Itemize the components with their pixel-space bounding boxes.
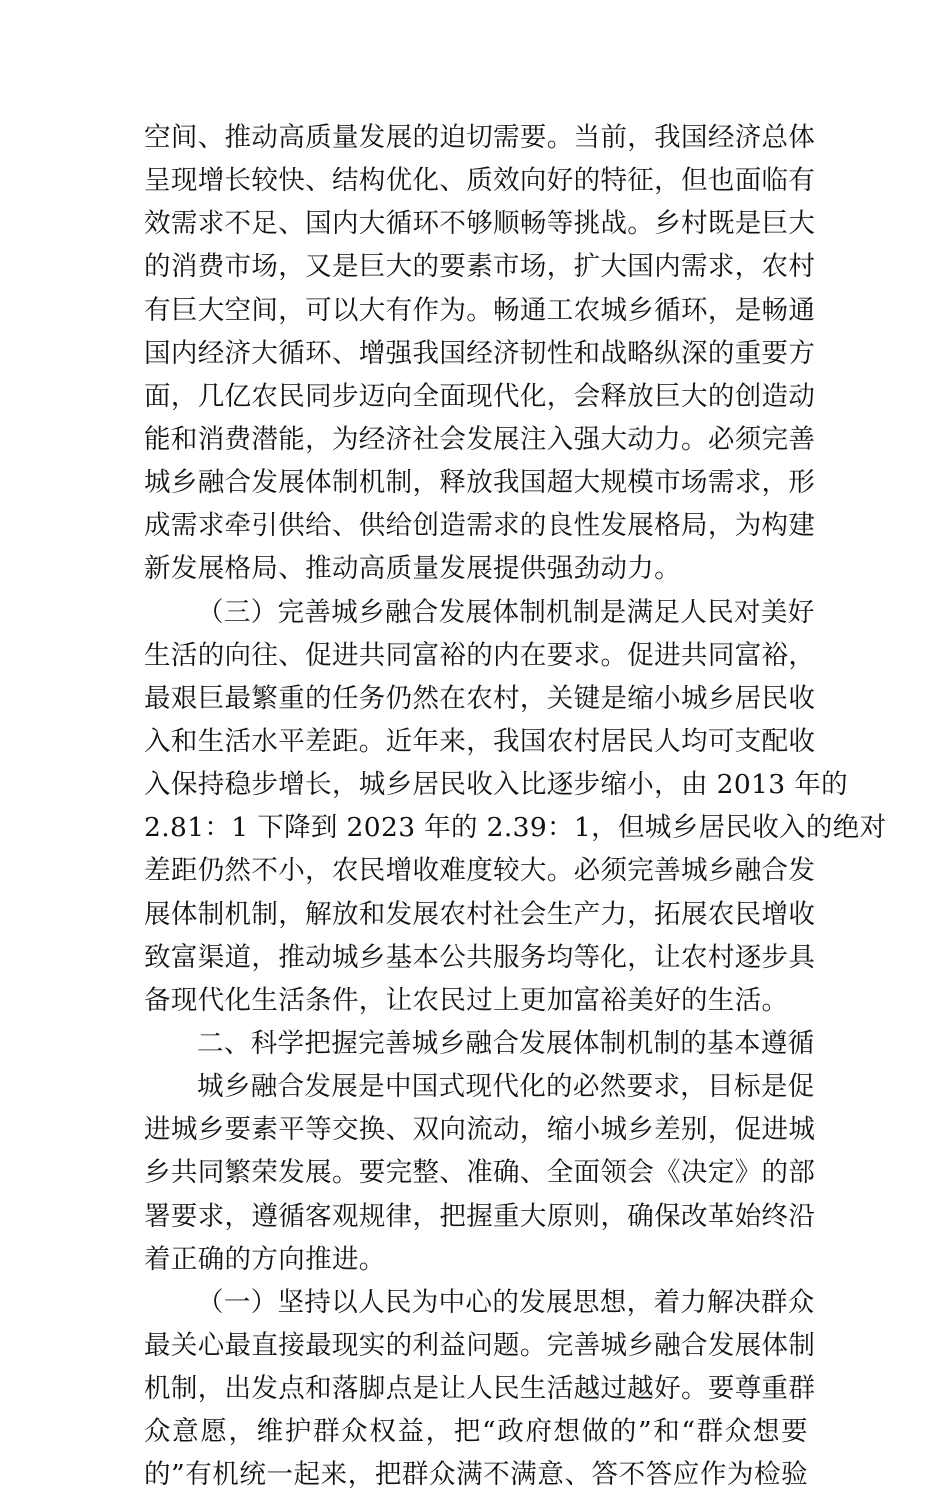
text-line: 众意愿，维护群众权益，把“政府想做的”和“群众想要 bbox=[144, 1416, 808, 1448]
text-line: 入和生活水平差距。近年来，我国农村居民人均可支配收 bbox=[144, 725, 816, 757]
text-line: 署要求，遵循客观规律，把握重大原则，确保改革始终沿 bbox=[144, 1200, 816, 1232]
text-line: 最艰巨最繁重的任务仍然在农村，关键是缩小城乡居民收 bbox=[144, 682, 816, 714]
text-line: （一）坚持以人民为中心的发展思想，着力解决群众 bbox=[197, 1286, 815, 1318]
text-line: 国内经济大循环、增强我国经济韧性和战略纵深的重要方 bbox=[144, 337, 816, 369]
text-line: 进城乡要素平等交换、双向流动，缩小城乡差别，促进城 bbox=[144, 1114, 816, 1146]
text-line: 的”有机统一起来，把群众满不满意、答不答应作为检验 bbox=[144, 1459, 808, 1491]
text-line: 城乡融合发展体制机制，释放我国超大规模市场需求，形 bbox=[144, 467, 816, 499]
text-line: 有巨大空间，可以大有作为。畅通工农城乡循环，是畅通 bbox=[144, 294, 816, 326]
text-line: （三）完善城乡融合发展体制机制是满足人民对美好 bbox=[197, 596, 815, 628]
text-line: 入保持稳步增长，城乡居民收入比逐步缩小，由 2013 年的 bbox=[144, 769, 848, 801]
text-line: 致富渠道，推动城乡基本公共服务均等化，让农村逐步具 bbox=[144, 941, 816, 973]
text-line: 乡共同繁荣发展。要完整、准确、全面领会《决定》的部 bbox=[144, 1157, 816, 1189]
text-line: 城乡融合发展是中国式现代化的必然要求，目标是促 bbox=[197, 1071, 815, 1103]
text-line: 最关心最直接最现实的利益问题。完善城乡融合发展体制 bbox=[144, 1329, 816, 1361]
text-line: 2.81：1 下降到 2023 年的 2.39：1，但城乡居民收入的绝对 bbox=[144, 812, 887, 844]
text-line: 的消费市场，又是巨大的要素市场，扩大国内需求，农村 bbox=[144, 251, 816, 283]
text-line: 机制，出发点和落脚点是让人民生活越过越好。要尊重群 bbox=[144, 1373, 816, 1405]
text-line: 空间、推动高质量发展的迫切需要。当前，我国经济总体 bbox=[144, 122, 816, 153]
text-line: 新发展格局、推动高质量发展提供强劲动力。 bbox=[144, 553, 681, 585]
text-line: 能和消费潜能，为经济社会发展注入强大动力。必须完善 bbox=[144, 423, 816, 455]
text-line: 展体制机制，解放和发展农村社会生产力，拓展农民增收 bbox=[144, 898, 816, 930]
text-line: 备现代化生活条件，让农民过上更加富裕美好的生活。 bbox=[144, 984, 789, 1016]
text-line: 效需求不足、国内大循环不够顺畅等挑战。乡村既是巨大 bbox=[144, 208, 816, 240]
text-line: 成需求牵引供给、供给创造需求的良性发展格局，为构建 bbox=[144, 510, 816, 542]
text-line: 着正确的方向推进。 bbox=[144, 1243, 386, 1275]
text-line: 面，几亿农民同步迈向全面现代化，会释放巨大的创造动 bbox=[144, 380, 816, 412]
text-line: 差距仍然不小，农民增收难度较大。必须完善城乡融合发 bbox=[144, 855, 816, 887]
text-line: 生活的向往、促进共同富裕的内在要求。促进共同富裕， bbox=[144, 639, 816, 671]
body-text bbox=[144, 116, 887, 1497]
text-line: 二、科学把握完善城乡融合发展体制机制的基本遵循 bbox=[197, 1027, 815, 1059]
text-line: 呈现增长较快、结构优化、质效向好的特征，但也面临有 bbox=[144, 165, 816, 197]
